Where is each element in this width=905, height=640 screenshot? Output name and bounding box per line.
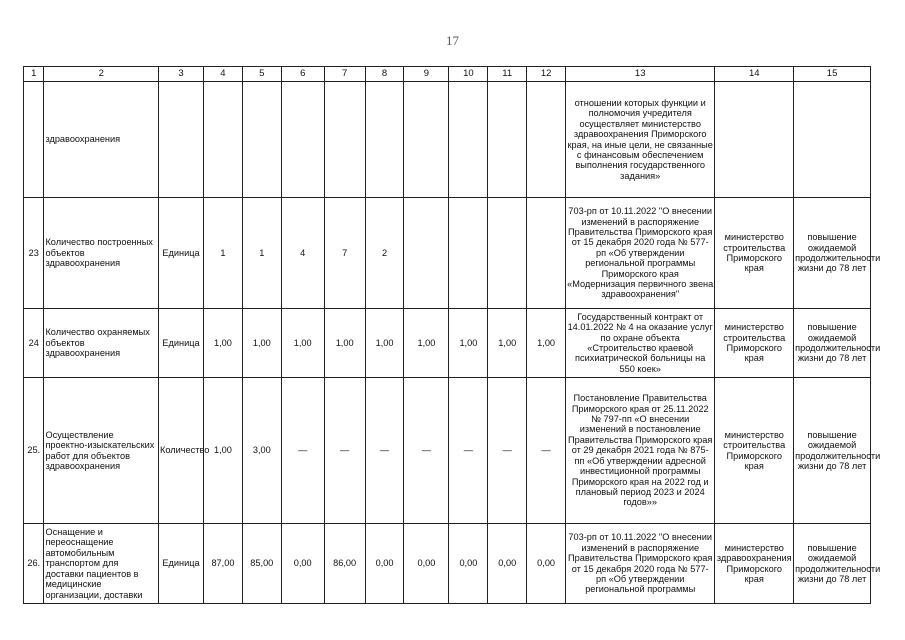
value-cell: —: [324, 378, 365, 524]
value-cell: 2: [365, 198, 404, 309]
value-cell: 1,00: [204, 378, 243, 524]
basis-document-cell: Государственный контракт от 14.01.2022 № 4 на оказание услуг по охране объекта «Строительство краевой психиатрической больницы на 550 коек»: [566, 309, 715, 378]
header-cell: 4: [204, 67, 243, 82]
value-cell: [404, 82, 449, 198]
value-cell: 0,00: [404, 524, 449, 604]
value-cell: 1,00: [242, 309, 281, 378]
basis-document-cell: 703-рп от 10.11.2022 "О внесении изменений в распоряжение Правительства Приморского края от 15 декабря 2020 года № 577-рп «Об утверждении региональной программы Приморского края «Модернизация первичного звена здравоохранения": [566, 198, 715, 309]
row-number-cell: 25.: [24, 378, 44, 524]
header-cell: 5: [242, 67, 281, 82]
executor-cell: министерство строительства Приморского края: [715, 309, 794, 378]
value-cell: [449, 198, 488, 309]
indicator-name-cell: Количество охраняемых объектов здравоохранения: [44, 309, 159, 378]
header-cell: 10: [449, 67, 488, 82]
header-cell: 14: [715, 67, 794, 82]
value-cell: [404, 198, 449, 309]
executor-cell: [715, 82, 794, 198]
value-cell: 1,00: [527, 309, 566, 378]
value-cell: 1: [242, 198, 281, 309]
effect-cell: повышение ожидаемой продолжительности жизни до 78 лет: [794, 198, 871, 309]
effect-cell: повышение ожидаемой продолжительности жизни до 78 лет: [794, 309, 871, 378]
value-cell: —: [404, 378, 449, 524]
unit-cell: Единица: [159, 309, 204, 378]
executor-cell: министерство строительства Приморского края: [715, 378, 794, 524]
value-cell: 85,00: [242, 524, 281, 604]
table-row: [24, 82, 871, 198]
header-row: [24, 67, 871, 82]
effect-cell: повышение ожидаемой продолжительности жизни до 78 лет: [794, 524, 871, 604]
header-cell: 7: [324, 67, 365, 82]
header-cell: 8: [365, 67, 404, 82]
header-cell: 6: [281, 67, 324, 82]
unit-cell: [159, 82, 204, 198]
value-cell: [527, 198, 566, 309]
indicators-table: [23, 66, 881, 604]
indicator-name-cell: Осуществление проектно-изыскательских работ для объектов здравоохранения: [44, 378, 159, 524]
table-row: [24, 524, 871, 604]
header-cell: 1: [24, 67, 44, 82]
basis-document-cell: Постановление Правительства Приморского края от 25.11.2022 № 797-пп «О внесении изменений в постановление Правительства Приморского края от 29 декабря 2021 года № 875-пп «Об утверждении адресной инвестиционной программы Приморского края на 2022 год и плановый период 2023 и 2024 годов»»: [566, 378, 715, 524]
value-cell: 0,00: [449, 524, 488, 604]
table-row: [24, 309, 871, 378]
value-cell: 87,00: [204, 524, 243, 604]
unit-cell: Количество: [159, 378, 204, 524]
header-cell: 11: [488, 67, 527, 82]
value-cell: —: [449, 378, 488, 524]
value-cell: 1,00: [281, 309, 324, 378]
value-cell: 1,00: [204, 309, 243, 378]
value-cell: 7: [324, 198, 365, 309]
value-cell: 0,00: [488, 524, 527, 604]
row-number-cell: 23: [24, 198, 44, 309]
unit-cell: Единица: [159, 198, 204, 309]
row-number-cell: 24: [24, 309, 44, 378]
value-cell: —: [281, 378, 324, 524]
value-cell: 1,00: [449, 309, 488, 378]
effect-cell: повышение ожидаемой продолжительности жизни до 78 лет: [794, 378, 871, 524]
value-cell: [449, 82, 488, 198]
executor-cell: министерство здравоохранения Приморского края: [715, 524, 794, 604]
row-number-cell: 26.: [24, 524, 44, 604]
value-cell: 0,00: [365, 524, 404, 604]
value-cell: [242, 82, 281, 198]
page-number: 17: [446, 33, 459, 48]
value-cell: 86,00: [324, 524, 365, 604]
basis-document-cell: отношении которых функции и полномочия учредителя осуществляет министерство здравоохранения Приморского края, на иные цели, не связанные с финансовым обеспечением выполнения государственного задания»: [566, 82, 715, 198]
value-cell: [281, 82, 324, 198]
indicator-name-cell: здравоохранения: [44, 82, 159, 198]
indicator-name-cell: Оснащение и переоснащение автомобильным транспортом для доставки пациентов в медицинские организации, доставки: [44, 524, 159, 604]
value-cell: [324, 82, 365, 198]
value-cell: —: [488, 378, 527, 524]
value-cell: 0,00: [281, 524, 324, 604]
value-cell: 0,00: [527, 524, 566, 604]
table-row: [24, 378, 871, 524]
value-cell: 3,00: [242, 378, 281, 524]
header-cell: 3: [159, 67, 204, 82]
value-cell: [527, 82, 566, 198]
row-number-cell: [24, 82, 44, 198]
value-cell: 1,00: [365, 309, 404, 378]
value-cell: 1: [204, 198, 243, 309]
header-cell: 13: [566, 67, 715, 82]
value-cell: 4: [281, 198, 324, 309]
value-cell: 1,00: [324, 309, 365, 378]
value-cell: —: [365, 378, 404, 524]
executor-cell: министерство строительства Приморского края: [715, 198, 794, 309]
unit-cell: Единица: [159, 524, 204, 604]
value-cell: 1,00: [488, 309, 527, 378]
effect-cell: [794, 82, 871, 198]
value-cell: [204, 82, 243, 198]
value-cell: —: [527, 378, 566, 524]
value-cell: [488, 82, 527, 198]
basis-document-cell: 703-рп от 10.11.2022 "О внесении изменений в распоряжение Правительства Приморского края от 15 декабря 2020 года № 577-рп «Об утверждении региональной программы: [566, 524, 715, 604]
header-cell: 2: [44, 67, 159, 82]
value-cell: [488, 198, 527, 309]
header-cell: 15: [794, 67, 871, 82]
table-row: [24, 198, 871, 309]
header-cell: 9: [404, 67, 449, 82]
header-cell: 12: [527, 67, 566, 82]
indicator-name-cell: Количество построенных объектов здравоохранения: [44, 198, 159, 309]
value-cell: 1,00: [404, 309, 449, 378]
value-cell: [365, 82, 404, 198]
